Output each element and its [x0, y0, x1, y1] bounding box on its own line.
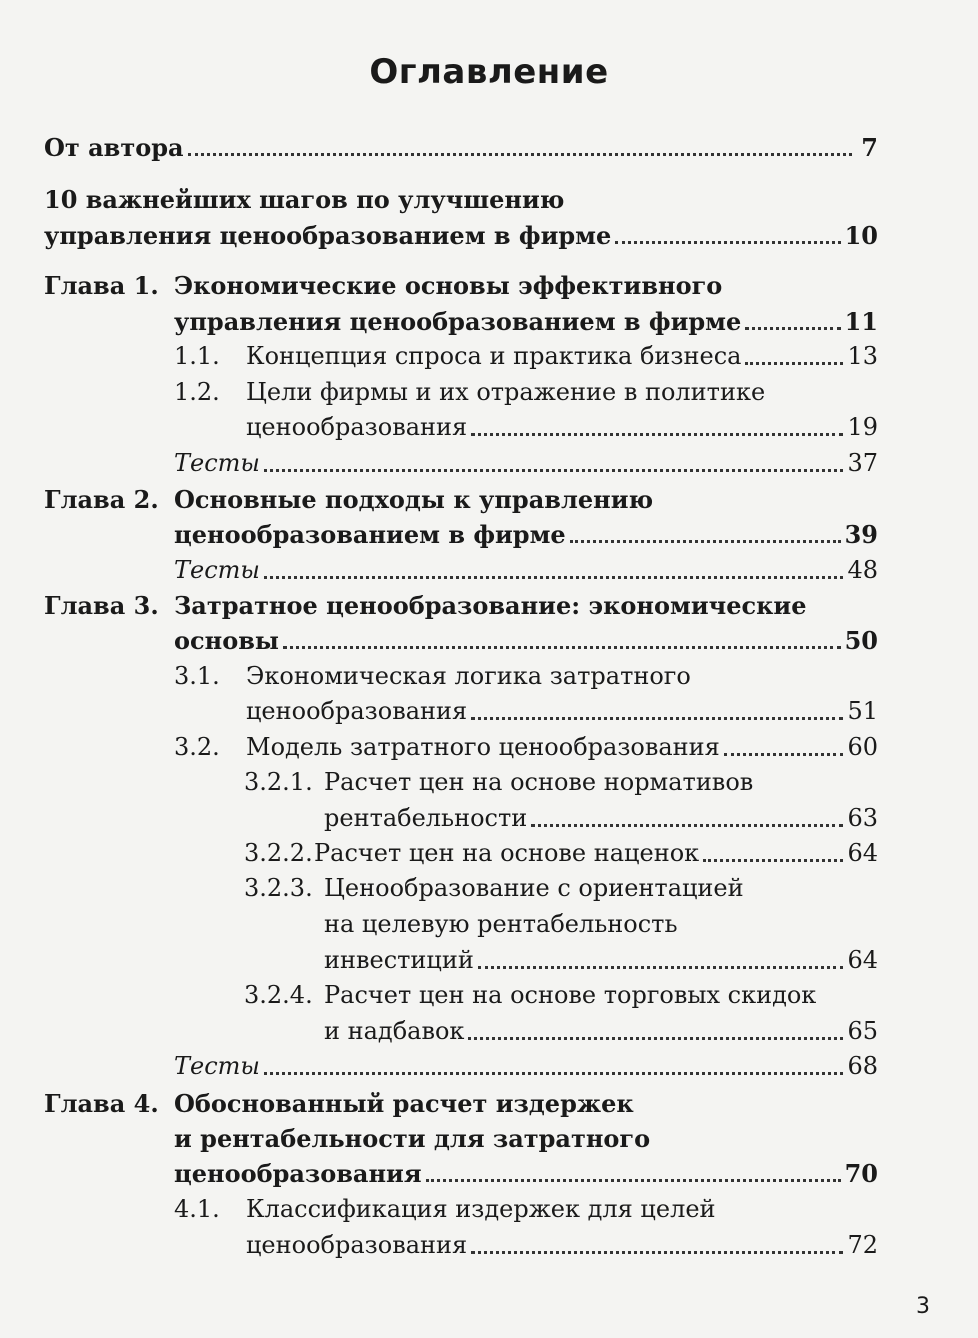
- toc-entry-label: рентабельности: [324, 804, 528, 832]
- toc-page-number: 10: [844, 221, 878, 250]
- leader-dots: [264, 576, 843, 579]
- leader-dots: [471, 433, 843, 436]
- toc-page-number: 39: [844, 520, 878, 549]
- chapter-number: Глава 2.: [44, 485, 159, 514]
- toc-entry-ch4-line1: [174, 1086, 878, 1121]
- toc-page-number: 48: [847, 556, 878, 584]
- toc-page-number: 63: [847, 804, 878, 832]
- toc-page-number: 70: [844, 1159, 878, 1188]
- toc-entry-label: Концепция спроса и практика бизнеса: [246, 342, 742, 370]
- toc-page-number: 13: [847, 342, 878, 370]
- subsection-number: 3.2.2.: [244, 839, 313, 867]
- toc-entry-4-1-line2: [246, 1228, 878, 1263]
- leader-dots: [471, 717, 843, 720]
- toc-entry-label: Экономическая логика затратного: [246, 662, 691, 690]
- toc-entry-ten-steps-line2: [44, 218, 878, 253]
- toc-entry-label: Цели фирмы и их отражение в политике: [246, 378, 766, 406]
- toc-entry-label: Ценообразование с ориентацией: [324, 874, 744, 902]
- leader-dots: [264, 1072, 843, 1075]
- toc-entry-label: Тесты: [174, 449, 260, 477]
- toc-entry-label: управления ценообразованием в фирме: [174, 307, 742, 336]
- toc-entry-label: Основные подходы к управлению: [174, 485, 654, 514]
- leader-dots: [468, 1037, 843, 1040]
- toc-entry-3-2-4-line1: [324, 978, 878, 1013]
- toc-page-number: 72: [847, 1231, 878, 1259]
- toc-entry-ch4-line3: [174, 1156, 878, 1191]
- toc-page-number: 64: [847, 839, 878, 867]
- leader-dots: [426, 1179, 841, 1182]
- toc-entry-ch2-line1: [174, 482, 878, 517]
- toc-entry-label: 10 важнейших шагов по улучшению: [44, 185, 565, 214]
- toc-entry-author: [44, 130, 878, 165]
- toc-entry-label: ценообразования: [246, 413, 468, 441]
- toc-entry-ch4-line2: [174, 1121, 878, 1156]
- toc-entry-label: и надбавок: [324, 1017, 465, 1045]
- toc-entry-3-2-1-line1: [324, 765, 878, 800]
- toc-entry-3-2-2: [314, 836, 878, 871]
- toc-entry-ch1-line1: [174, 268, 878, 303]
- section-number: 1.1.: [174, 342, 220, 370]
- section-number: 1.2.: [174, 378, 220, 406]
- toc-entry-label: Обоснованный расчет издержек: [174, 1089, 634, 1118]
- page-title: Оглавление: [369, 52, 609, 92]
- leader-dots: [745, 362, 843, 365]
- toc-entry-1-2-line2: [246, 410, 878, 445]
- toc-entry-3-1-line1: [246, 659, 878, 694]
- leader-dots: [188, 153, 852, 156]
- leader-dots: [531, 824, 843, 827]
- toc-entry-label: Экономические основы эффективного: [174, 271, 723, 300]
- leader-dots: [283, 646, 841, 649]
- leader-dots: [264, 469, 843, 472]
- toc-entry-label: на целевую рентабельность: [324, 910, 678, 938]
- toc-entry-3-2: [246, 730, 878, 765]
- toc-entry-3-2-1-line2: [324, 801, 878, 836]
- toc-page-number: 60: [847, 733, 878, 761]
- chapter-number: Глава 4.: [44, 1089, 159, 1118]
- toc-entry-label: инвестиций: [324, 946, 474, 974]
- toc-entry-label: От автора: [44, 133, 184, 162]
- toc-entry-ten-steps-line1: [44, 182, 878, 217]
- subsection-number: 3.2.4.: [244, 981, 313, 1009]
- subsection-number: 3.2.1.: [244, 768, 313, 796]
- toc-page-number: 65: [847, 1017, 878, 1045]
- toc-entry-label: ценообразования: [174, 1159, 422, 1188]
- leader-dots: [615, 241, 840, 244]
- toc-entry-3-2-3-line1: [324, 871, 878, 906]
- chapter-number: Глава 3.: [44, 591, 159, 620]
- toc-entry-tests-ch3: [174, 1049, 878, 1084]
- leader-dots: [724, 753, 844, 756]
- toc-page-number: 19: [847, 413, 878, 441]
- toc-entry-3-2-3-line3: [324, 943, 878, 978]
- toc-entry-ch2-line2: [174, 517, 878, 552]
- toc-entry-ch3-line1: [174, 588, 878, 623]
- toc-entry-label: Тесты: [174, 1052, 260, 1080]
- leader-dots: [570, 540, 841, 543]
- toc-entry-label: ценообразования: [246, 1231, 468, 1259]
- section-number: 4.1.: [174, 1195, 220, 1223]
- toc-entry-label: Расчет цен на основе нормативов: [324, 768, 754, 796]
- toc-entry-label: Расчет цен на основе наценок: [314, 839, 700, 867]
- toc-entry-label: Расчет цен на основе торговых скидок: [324, 981, 817, 1009]
- toc-page-number: 7: [861, 133, 878, 162]
- toc-entry-tests-ch2: [174, 553, 878, 588]
- section-number: 3.1.: [174, 662, 220, 690]
- subsection-number: 3.2.3.: [244, 874, 313, 902]
- toc-page-number: 64: [847, 946, 878, 974]
- leader-dots: [745, 327, 840, 330]
- toc-entry-4-1-line1: [246, 1192, 878, 1227]
- toc-entry-3-1-line2: [246, 694, 878, 729]
- toc-entry-label: Модель затратного ценообразования: [246, 733, 720, 761]
- leader-dots: [703, 859, 843, 862]
- page-number: 3: [916, 1294, 930, 1319]
- toc-entry-label: Затратное ценообразование: экономические: [174, 591, 807, 620]
- toc-entry-label: Тесты: [174, 556, 260, 584]
- toc-entry-label: управления ценообразованием в фирме: [44, 221, 612, 250]
- toc-entry-label: ценообразованием в фирме: [174, 520, 566, 549]
- toc-entry-ch3-line2: [174, 623, 878, 658]
- toc-entry-ch1-line2: [174, 304, 878, 339]
- leader-dots: [471, 1251, 843, 1254]
- leader-dots: [478, 966, 844, 969]
- toc-entry-label: основы: [174, 626, 279, 655]
- toc-entry-3-2-3-line2: [324, 907, 878, 942]
- toc-entry-label: ценообразования: [246, 697, 468, 725]
- toc-page-number: 11: [844, 307, 878, 336]
- chapter-number: Глава 1.: [44, 271, 159, 300]
- toc-entry-1-2-line1: [246, 375, 878, 410]
- toc-page-number: 50: [844, 626, 878, 655]
- toc-page-number: 37: [847, 449, 878, 477]
- section-number: 3.2.: [174, 733, 220, 761]
- toc-page-number: 68: [847, 1052, 878, 1080]
- toc-entry-label: и рентабельности для затратного: [174, 1124, 651, 1153]
- toc-entry-3-2-4-line2: [324, 1014, 878, 1049]
- toc-entry-tests-ch1: [174, 446, 878, 481]
- toc-page-number: 51: [847, 697, 878, 725]
- toc-entry-1-1: [246, 339, 878, 374]
- toc-entry-label: Классификация издержек для целей: [246, 1195, 716, 1223]
